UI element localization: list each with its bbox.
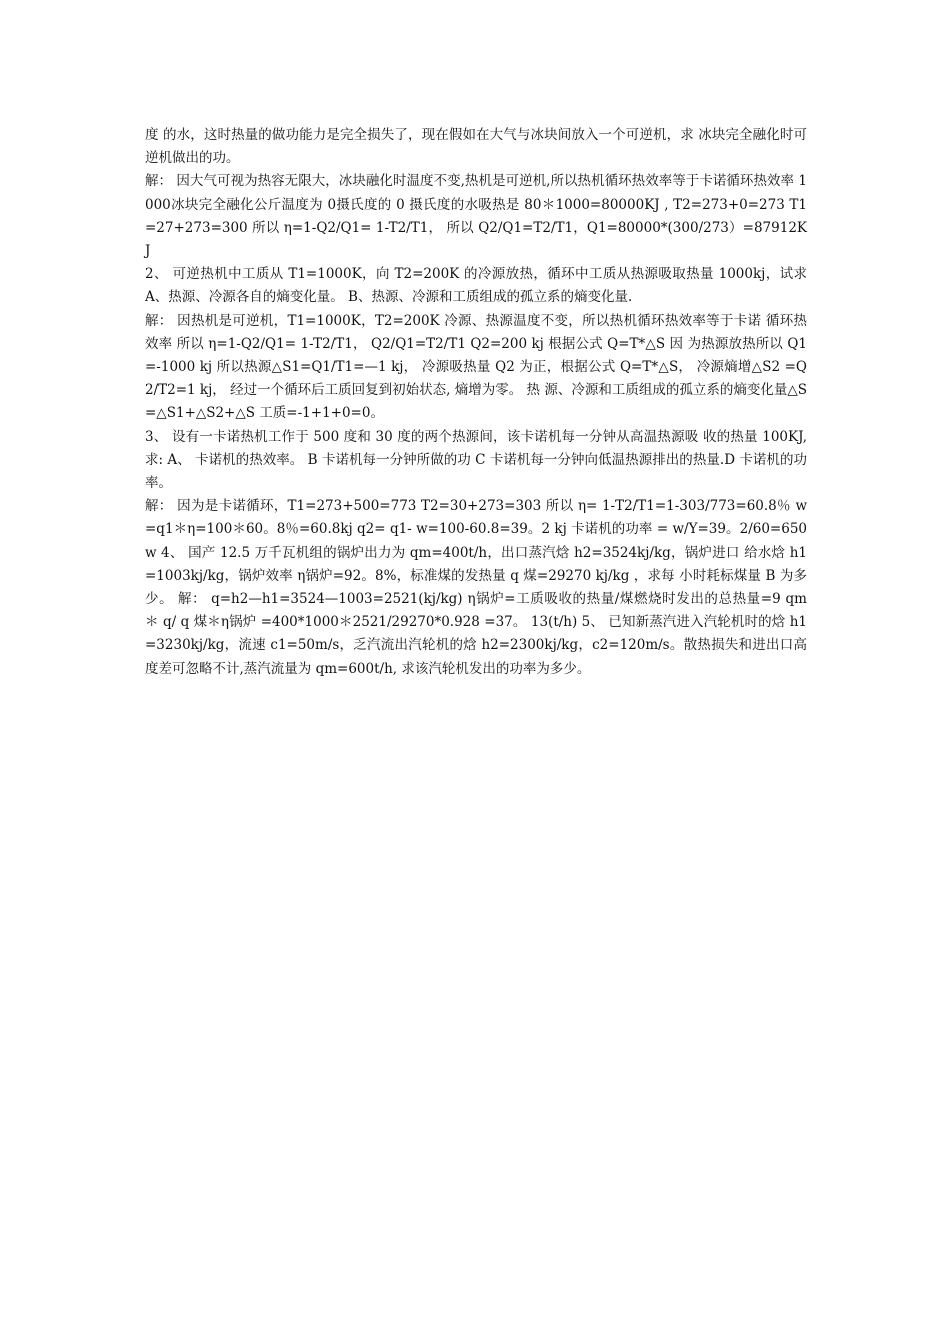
document-body <box>145 124 807 681</box>
paragraph-problem-2: 2、 可逆热机中工质从 T1=1000K，向 T2=200K 的冷源放热，循环中工质从热源吸取热量 1000kj，试求 A、热源、冷源各自的熵变化量。 B、热源、冷源和工质组成的孤立系的熵变化量. <box>145 266 807 306</box>
paragraph-solution-3: 解： 因为是卡诺循环，T1=273+500=773 T2=30+273=303 所以 η= 1-T2/T1=1-303/773=60.8％ w=q1＊η=100＊60。8％=60.8kj q2= q1- w=100-60.8=39。2 kj 卡诺机的功率 = w/Y=39。2/60=650w 4、 国产 12.5 万千瓦机组的锅炉出力为 qm=400t/h，出口蒸汽焓 h2=3524kj/kg，锅炉进口 给水焓 h1=1003kj/kg，锅炉效率 η锅炉=92。8%，标准煤的发热量 q 煤=29270 kj/kg ，求每 小时耗标煤量 B 为多少。 解： q=h2—h1=3524—1003=2521(kj/kg) η锅炉=工质吸收的热量/煤燃烧时发出的总热量=9 qm ＊ q/ q 煤＊η锅炉 =400*1000＊2521/29270*0.928 =37。 13(t/h) 5、 已知新蒸汽进入汽轮机时的焓 h1=3230kj/kg，流速 c1=50m/s，乏汽流出汽轮机的焓 h2=2300kj/kg，c2=120m/s。散热损失和进出口高度差可忽略不计,蒸汽流量为 qm=600t/h, 求该汽轮机发出的功率为多少。 <box>145 498 807 677</box>
paragraph-problem-3: 3、 设有一卡诺热机工作于 500 度和 30 度的两个热源间，该卡诺机每一分钟从高温热源吸 收的热量 100KJ,求: A、 卡诺机的热效率。 B 卡诺机每一分钟所做的功 C 卡诺机每一分钟向低温热源排出的热量.D 卡诺机的功率。 <box>145 428 807 492</box>
paragraph-problem-1-tail: 度 的水，这时热量的做功能力是完全损失了，现在假如在大气与冰块间放入一个可逆机，求 冰块完全融化时可逆机做出的功。 <box>145 127 807 167</box>
paragraph-solution-1: 解： 因大气可视为热容无限大，冰块融化时温度不变,热机是可逆机,所以热机循环热效率等于卡诺循环热效率 1000冰块完全融化公斤温度为 0摄氏度的 0 摄氏度的水吸热是 80＊1000=80000KJ , T2=273+0=273 T1=27+273=300 所以 η=1-Q2/Q1= 1-T2/T1， 所以 Q2/Q1=T2/T1，Q1=80000*(300/273）=87912KJ <box>145 173 807 260</box>
paragraph-solution-2: 解： 因热机是可逆机，T1=1000K，T2=200K 冷源、热源温度不变，所以热机循环热效率等于卡诺 循环热效率 所以 η=1-Q2/Q1= 1-T2/T1， Q2/Q1=T2/T1 Q2=200 kj 根据公式 Q=T*△S 因 为热源放热所以 Q1=-1000 kj 所以热源△S1=Q1/T1=—1 kj， 冷源吸热量 Q2 为正，根据公式 Q=T*△S， 冷源熵增△S2 =Q2/T2=1 kj， 经过一个循环后工质回复到初始状态, 熵增为零。 热 源、冷源和工质组成的孤立系的熵变化量△S=△S1+△S2+△S 工质=-1+1+0=0。 <box>145 312 807 422</box>
